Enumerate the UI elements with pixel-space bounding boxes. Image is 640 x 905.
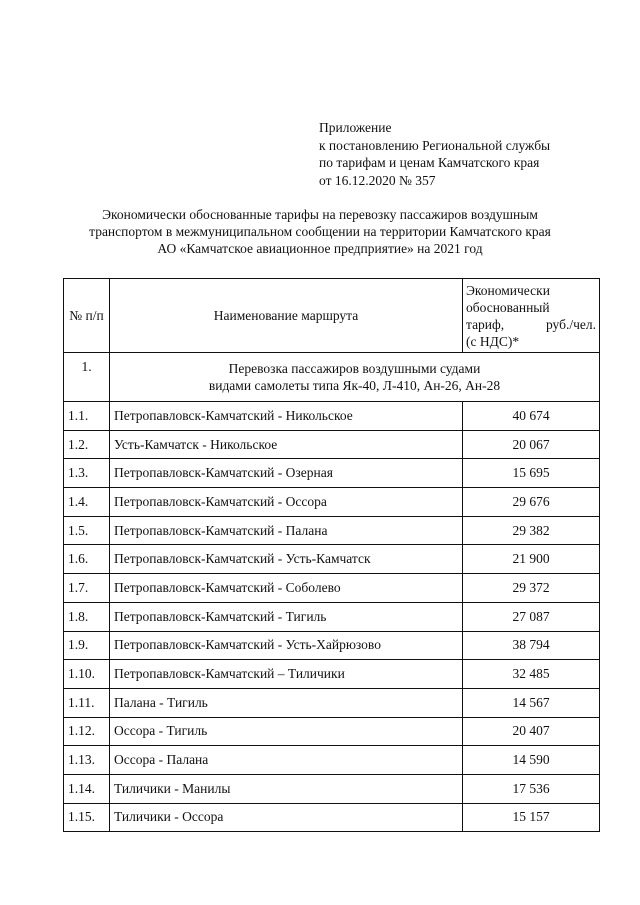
row-tariff: 29 382 bbox=[463, 516, 600, 545]
row-tariff: 27 087 bbox=[463, 602, 600, 631]
title-line: Экономически обоснованные тарифы на перевозку пассажиров воздушным bbox=[102, 207, 538, 222]
row-route: Петропавловск-Камчатский - Усть-Камчатск bbox=[110, 545, 463, 574]
row-tariff: 38 794 bbox=[463, 631, 600, 660]
row-route: Петропавловск-Камчатский – Тиличики bbox=[110, 660, 463, 689]
row-route: Петропавловск-Камчатский - Палана bbox=[110, 516, 463, 545]
table-row bbox=[64, 746, 600, 775]
row-tariff: 15 695 bbox=[463, 459, 600, 488]
row-tariff: 40 674 bbox=[463, 402, 600, 431]
header-tariff-line bbox=[466, 316, 596, 333]
table-row bbox=[64, 774, 600, 803]
appendix-line: к постановлению Региональной службы bbox=[319, 137, 551, 153]
row-tariff: 21 900 bbox=[463, 545, 600, 574]
table-row bbox=[64, 574, 600, 603]
row-tariff: 32 485 bbox=[463, 660, 600, 689]
section-number: 1. bbox=[64, 353, 110, 402]
table-row bbox=[64, 688, 600, 717]
row-number: 1.8. bbox=[64, 602, 110, 631]
table-header-row bbox=[64, 279, 600, 353]
row-tariff: 20 407 bbox=[463, 717, 600, 746]
table-row bbox=[64, 516, 600, 545]
table-row bbox=[64, 717, 600, 746]
row-route: Петропавловск-Камчатский - Усть-Хайрюзово bbox=[110, 631, 463, 660]
row-number: 1.10. bbox=[64, 660, 110, 689]
table-row bbox=[64, 402, 600, 431]
appendix-line: Приложение bbox=[319, 120, 392, 135]
table-row bbox=[64, 488, 600, 517]
row-route: Петропавловск-Камчатский - Тигиль bbox=[110, 602, 463, 631]
row-tariff: 20 067 bbox=[463, 430, 600, 459]
row-route: Палана - Тигиль bbox=[110, 688, 463, 717]
row-tariff: 14 590 bbox=[463, 746, 600, 775]
row-tariff: 14 567 bbox=[463, 688, 600, 717]
header-tariff-line: Экономически bbox=[466, 282, 550, 298]
table-row bbox=[64, 660, 600, 689]
row-number: 1.6. bbox=[64, 545, 110, 574]
row-number: 1.5. bbox=[64, 516, 110, 545]
table-row bbox=[64, 631, 600, 660]
row-route: Петропавловск-Камчатский - Оссора bbox=[110, 488, 463, 517]
header-number: № п/п bbox=[64, 279, 110, 353]
header-tariff bbox=[463, 279, 600, 353]
row-route: Тиличики - Манилы bbox=[110, 774, 463, 803]
header-tariff-word: тариф, bbox=[466, 316, 505, 332]
document-title bbox=[40, 206, 600, 257]
row-number: 1.12. bbox=[64, 717, 110, 746]
row-number: 1.1. bbox=[64, 402, 110, 431]
row-number: 1.14. bbox=[64, 774, 110, 803]
row-route: Петропавловск-Камчатский - Никольское bbox=[110, 402, 463, 431]
row-number: 1.15. bbox=[64, 803, 110, 832]
table-row bbox=[64, 545, 600, 574]
appendix-block bbox=[319, 119, 550, 189]
row-number: 1.11. bbox=[64, 688, 110, 717]
title-line: АО «Камчатское авиационное предприятие» на 2021 год bbox=[157, 241, 483, 256]
row-route: Петропавловск-Камчатский - Соболево bbox=[110, 574, 463, 603]
row-number: 1.9. bbox=[64, 631, 110, 660]
row-route: Оссора - Палана bbox=[110, 746, 463, 775]
row-route: Оссора - Тигиль bbox=[110, 717, 463, 746]
row-route: Тиличики - Оссора bbox=[110, 803, 463, 832]
row-tariff: 17 536 bbox=[463, 774, 600, 803]
table-row bbox=[64, 602, 600, 631]
header-tariff-line: (с НДС)* bbox=[466, 333, 520, 349]
appendix-line: от 16.12.2020 № 357 bbox=[319, 172, 436, 188]
table-row bbox=[64, 803, 600, 832]
row-route: Петропавловск-Камчатский - Озерная bbox=[110, 459, 463, 488]
row-tariff: 29 372 bbox=[463, 574, 600, 603]
title-line: транспортом в межмуниципальном сообщении на территории Камчатского края bbox=[89, 224, 551, 239]
row-number: 1.3. bbox=[64, 459, 110, 488]
header-route: Наименование маршрута bbox=[110, 279, 463, 353]
table-row bbox=[64, 430, 600, 459]
header-tariff-line: обоснованный bbox=[466, 299, 550, 315]
row-number: 1.2. bbox=[64, 430, 110, 459]
appendix-line: по тарифам и ценам Камчатского края bbox=[319, 155, 540, 170]
row-number: 1.4. bbox=[64, 488, 110, 517]
row-tariff: 15 157 bbox=[463, 803, 600, 832]
table-row bbox=[64, 459, 600, 488]
row-tariff: 29 676 bbox=[463, 488, 600, 517]
tariff-table bbox=[63, 278, 600, 832]
section-title bbox=[110, 353, 600, 402]
row-number: 1.13. bbox=[64, 746, 110, 775]
section-title-line: видами самолеты типа Як-40, Л-410, Ан-26, Ан-28 bbox=[208, 378, 501, 393]
header-tariff-word: руб./чел. bbox=[545, 316, 596, 332]
section-title-line: Перевозка пассажиров воздушными судами bbox=[228, 361, 481, 376]
row-number: 1.7. bbox=[64, 574, 110, 603]
section-row bbox=[64, 353, 600, 402]
row-route: Усть-Камчатск - Никольское bbox=[110, 430, 463, 459]
